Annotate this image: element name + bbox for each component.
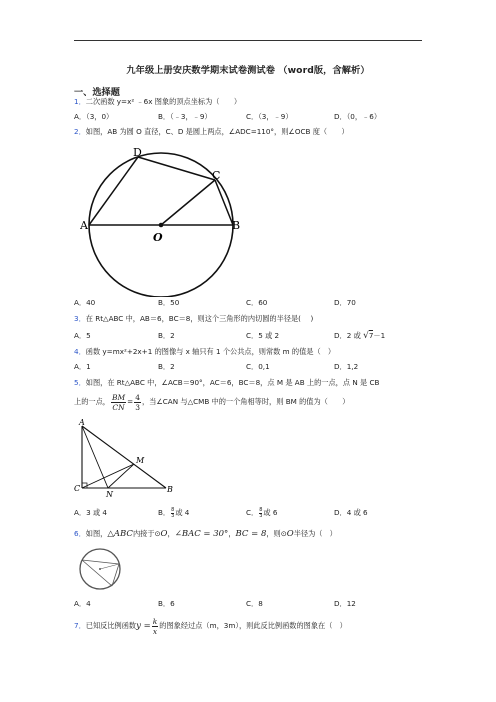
- question-number: 7．: [74, 621, 86, 630]
- sqrt-radicand: 7: [368, 331, 374, 340]
- label-c: C: [212, 169, 221, 182]
- text-fragment: 的图象经过点（m，3m），则此反比例函数的图象在（ ）: [159, 621, 347, 630]
- header-rule: [74, 40, 422, 41]
- q5-option-b: [158, 503, 189, 523]
- label-n: N: [106, 490, 113, 498]
- chord-dc: [138, 157, 215, 180]
- question-number: 6．: [74, 529, 86, 538]
- fraction-8-3: [171, 508, 174, 519]
- question-text: 如图，在 Rt△ABC 中，∠ACB＝90°，AC＝6，BC＝8，点 M 是 AB 上的一点，点 N 是 CB: [85, 378, 380, 387]
- chord-bc: [112, 564, 119, 586]
- label-a: A: [80, 219, 88, 232]
- q1-option-a: A．（3，0）: [74, 112, 114, 121]
- section-heading: 一、选择题: [74, 87, 120, 98]
- math-fragment: O: [286, 529, 294, 539]
- q6-option-b: B．6: [158, 599, 175, 608]
- question-text: 函数 y=mx²+2x+1 的图像与 x 轴只有 1 个公共点，则常数 m 的值是（ ）: [85, 347, 336, 356]
- q2-option-a: A．40: [74, 298, 96, 307]
- radius-oc: [161, 180, 215, 225]
- text-fragment: ，: [228, 529, 236, 538]
- question-number: 5．: [74, 378, 86, 387]
- question-number: 2．: [74, 127, 86, 136]
- label-m: M: [136, 456, 145, 465]
- equals-sign: =: [127, 397, 134, 406]
- q4-option-a: A．1: [74, 362, 91, 371]
- question-number: 4．: [74, 347, 86, 356]
- text-fragment: ，: [167, 529, 175, 538]
- option-d-label: D．2 或: [334, 331, 361, 340]
- fraction-numerator: k: [152, 616, 158, 626]
- segment-nm: [108, 464, 134, 488]
- question-1: [74, 97, 241, 107]
- fraction-bm-cn: [111, 393, 126, 412]
- fraction-denominator: CN: [112, 402, 125, 412]
- option-d-rest: －1: [373, 331, 386, 340]
- chord-ac: [82, 560, 119, 564]
- q4-option-d: D．1,2: [334, 362, 359, 371]
- fraction-denominator: x: [152, 626, 158, 636]
- fraction-numerator: 8: [259, 506, 263, 513]
- question-5-line2: [74, 390, 349, 414]
- question-text: 二次函数 y=x² ﹣6x 图象的顶点坐标为（ ）: [85, 97, 242, 106]
- q2-option-b: B．50: [158, 298, 180, 307]
- option-label: C．: [246, 508, 259, 517]
- text-fragment: 半径为（ ）: [293, 529, 337, 538]
- option-label: B．: [158, 508, 171, 517]
- option-text: 或 6: [263, 508, 278, 517]
- q5-option-d: D．4 或 6: [334, 508, 368, 517]
- question-text: 在 Rt△ABC 中，AB＝6，BC＝8，则这个三角形的内切圆的半径是( ): [85, 314, 314, 323]
- label-c: C: [74, 484, 81, 493]
- q3-option-c: C．5 或 2: [246, 331, 280, 340]
- q5-option-a: A．3 或 4: [74, 508, 108, 517]
- label-a: A: [79, 418, 85, 427]
- page-title: 九年级上册安庆数学期末试卷测试卷 （word版，含解析）: [126, 65, 370, 76]
- fraction-numerator: 8: [171, 506, 175, 513]
- question-7: [74, 614, 347, 638]
- question-5: [74, 378, 379, 388]
- center-point: [159, 223, 164, 228]
- fraction-denominator: 3: [135, 402, 140, 412]
- q3-option-d: [334, 331, 385, 341]
- label-d: D: [133, 146, 142, 159]
- q6-circle-figure: [74, 545, 126, 593]
- math-fragment: O: [160, 529, 168, 539]
- q6-option-c: C．8: [246, 599, 263, 608]
- q5-option-c: [246, 503, 277, 523]
- option-text: 或 4: [175, 508, 190, 517]
- label-b: B: [232, 219, 241, 232]
- question-number: 3．: [74, 314, 86, 323]
- question-number: 1．: [74, 97, 86, 106]
- fraction-8-3: [259, 508, 262, 519]
- question-6: [74, 529, 337, 539]
- fraction-k-x: [152, 617, 159, 636]
- q6-option-d: D．12: [334, 599, 356, 608]
- text-fragment: ，则⊙: [266, 529, 287, 538]
- text-fragment: 上的一点，: [74, 397, 110, 406]
- fraction-denominator: 3: [171, 512, 175, 519]
- q4-option-b: B．2: [158, 362, 175, 371]
- segment-cm: [82, 464, 134, 488]
- q1-option-d: D．（0，﹣6）: [334, 112, 382, 121]
- chord-cb: [215, 180, 233, 225]
- label-o: O: [153, 231, 163, 244]
- question-3: [74, 314, 313, 324]
- text-fragment: 内接于⊙: [132, 529, 161, 538]
- text-fragment: ，当∠CAN 与△CMB 中的一个角相等时，则 BM 的值为（ ）: [141, 397, 350, 406]
- question-2: [74, 127, 349, 137]
- label-b: B: [167, 485, 173, 494]
- text-fragment: 如图，: [85, 529, 108, 538]
- q1-option-b: B．（﹣3，﹣9）: [158, 112, 212, 121]
- fraction-denominator: 3: [259, 512, 263, 519]
- q4-option-c: C．0,1: [246, 362, 270, 371]
- q6-option-a: A．4: [74, 599, 91, 608]
- fraction-numerator: 4: [135, 392, 140, 402]
- q1-option-c: C．（3，﹣9）: [246, 112, 293, 121]
- q3-option-a: A．5: [74, 331, 91, 340]
- chord-ab: [82, 560, 112, 586]
- fraction-numerator: BM: [111, 392, 126, 402]
- q2-option-d: D．70: [334, 298, 356, 307]
- center-point: [99, 568, 101, 570]
- math-fragment: y =: [136, 621, 151, 631]
- math-fragment: ∠BAC = 30°: [174, 529, 229, 539]
- q2-option-c: C．60: [246, 298, 268, 307]
- q5-triangle-figure: [72, 418, 182, 498]
- sqrt-symbol: √: [363, 331, 369, 341]
- fraction-4-3: [134, 393, 141, 412]
- text-fragment: 已知反比例函数: [85, 621, 137, 630]
- math-fragment: △ABC: [107, 529, 133, 539]
- question-4: [74, 347, 335, 357]
- math-fragment: BC = 8: [235, 529, 267, 539]
- q3-option-b: B．2: [158, 331, 175, 340]
- q2-circle-figure: [80, 145, 250, 297]
- radius: [100, 564, 119, 569]
- question-text: 如图，AB 为圆 O 直径，C、D 是圆上两点，∠ADC=110°，则∠OCB 度（ ）: [85, 127, 349, 136]
- chord-ad: [89, 157, 138, 225]
